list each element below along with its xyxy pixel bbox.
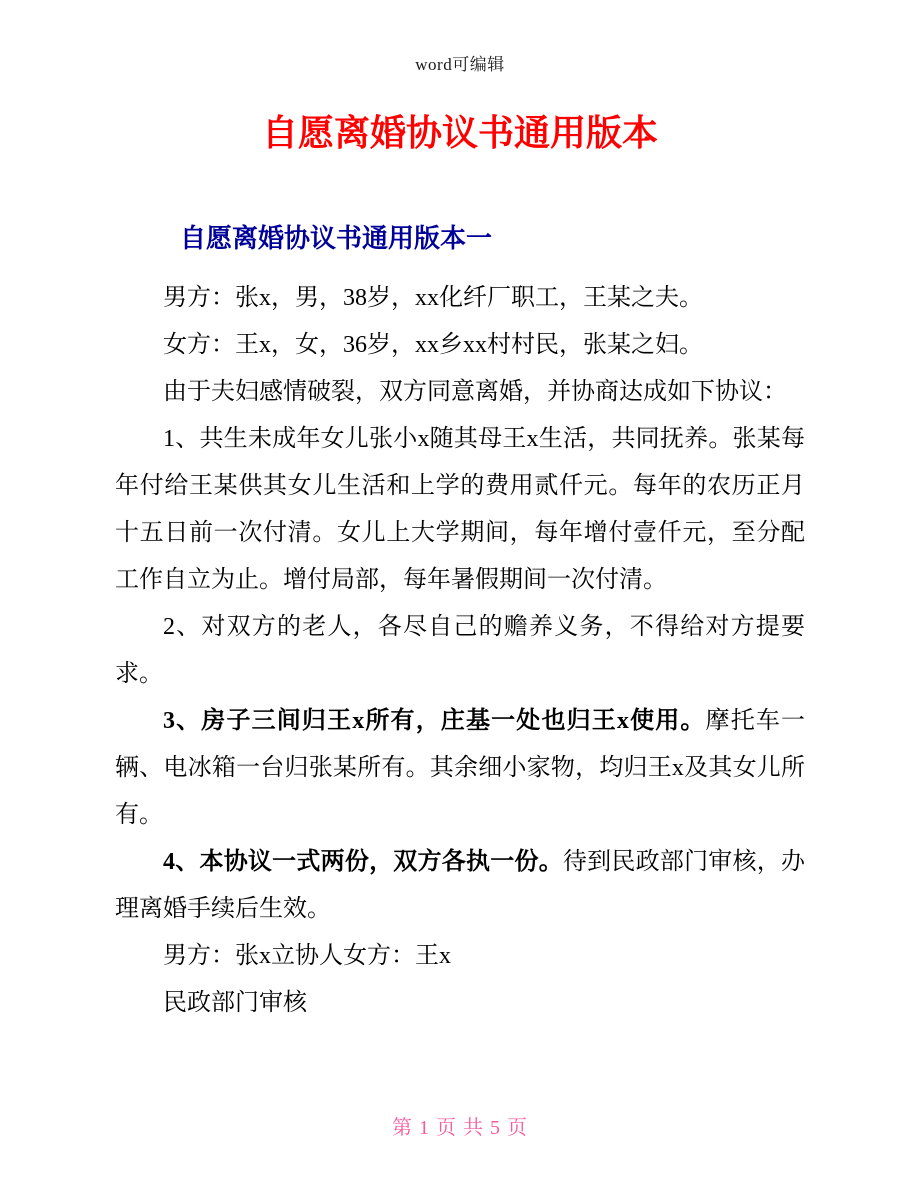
paragraph-segment: 男方：张x立协人女方：王x [163, 942, 451, 969]
paragraph-segment: 由于夫妇感情破裂，双方同意离婚，并协商达成如下协议： [163, 378, 787, 405]
paragraph [115, 698, 805, 839]
paragraph-segment: 待到民政部门审核，办理离婚手续后生效。 [115, 848, 805, 922]
paragraph [115, 604, 805, 698]
paragraph [115, 275, 805, 322]
document-title: 自愿离婚协议书通用版本 [261, 112, 658, 153]
section-heading: 自愿离婚协议书通用版本一 [180, 223, 493, 254]
paragraph-segment: 2、对双方的老人，各尽自己的赡养义务，不得给对方提要求。 [115, 613, 805, 687]
page-number-label: 第 1 页 共 5 页 [392, 1117, 528, 1139]
paragraph [115, 369, 805, 416]
paragraph-segment: 1、共生未成年女儿张小x随其母王x生活，共同抚养。张某每年付给王某供其女儿生活和上学的费用贰仟元。每年的农历正月十五日前一次付清。女儿上大学期间，每年增付壹仟元，至分配工作自立为止。增付局部，每年暑假期间一次付清。 [115, 425, 805, 593]
paragraph-segment: 女方：王x，女，36岁，xx乡xx村村民，张某之妇。 [163, 331, 703, 358]
paragraph-segment: 摩托车一辆、电冰箱一台归张某所有。其余细小家物，均归王x及其女儿所有。 [115, 707, 806, 828]
paragraph-segment-bold: 4、本协议一式两份，双方各执一份。 [163, 848, 563, 875]
paragraph-segment: 男方：张x，男，38岁，xx化纤厂职工，王某之夫。 [163, 284, 703, 311]
paragraph-segment-bold: 3、房子三间归王x所有，庄基一处也归王x使用。 [163, 707, 706, 734]
paragraph [115, 933, 805, 980]
page-footer [0, 1111, 920, 1140]
paragraph-segment: 民政部门审核 [163, 989, 307, 1016]
paragraph [115, 416, 805, 604]
watermark-text: word可编辑 [415, 55, 505, 74]
paragraph [115, 839, 805, 933]
document-body [115, 275, 805, 1027]
document-content [115, 0, 805, 1027]
paragraph [115, 980, 805, 1027]
paragraph [115, 322, 805, 369]
